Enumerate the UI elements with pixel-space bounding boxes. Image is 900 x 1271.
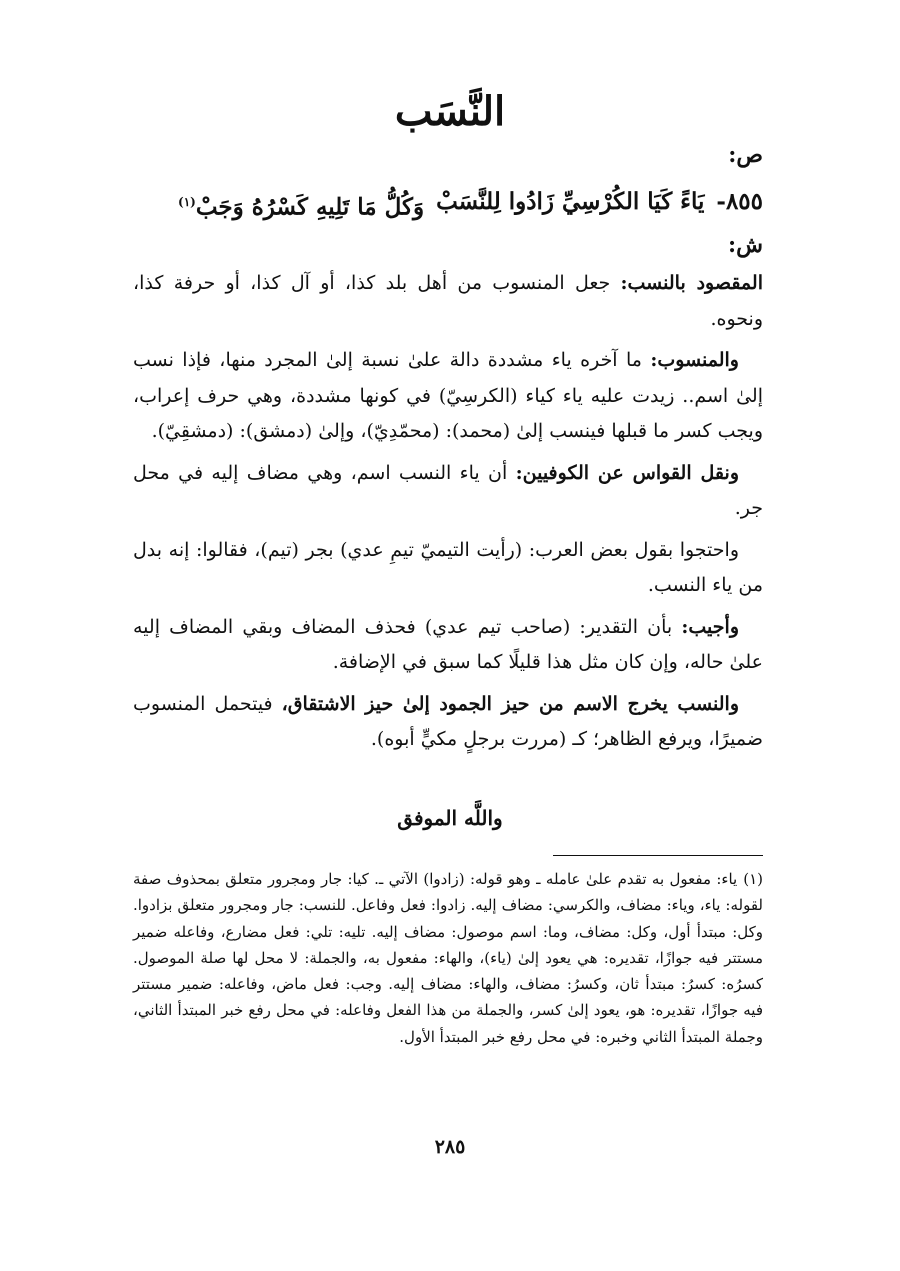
verse-number: ٨٥٥- (716, 188, 763, 215)
paragraph: وأجيب: بأن التقدير: (صاحب تيم عدي) فحذف المضاف وبقي المضاف إليه علىٰ حاله، وإن كان مثل هذا قليلًا كما سبق في الإضافة. (133, 615, 763, 673)
label-text-heading: ص: (728, 142, 763, 168)
verse-line (133, 180, 763, 230)
paragraph: ونقل القواس عن الكوفيين: أن ياء النسب اسم، وهي مضاف إليه في محل جر. (133, 461, 763, 519)
footnote-reference: (١) (178, 195, 196, 209)
paragraph: والنسب يخرج الاسم من حيز الجمود إلىٰ حيز الاشتقاق، فيتحمل المنسوب ضميرًا، ويرفع الظاهر؛ كـ (مررت برجلٍ مكيٍّ أبوه). (133, 692, 763, 750)
paragraph: المقصود بالنسب: جعل المنسوب من أهل بلد كذا، أو آل كذا، أو حرفة كذا، ونحوه. (133, 272, 763, 330)
label-commentary-heading: ش: (728, 232, 763, 258)
footnote (133, 866, 763, 1050)
page-number: ٢٨٥ (434, 1136, 466, 1158)
paragraph: واحتجوا بقول بعض العرب: (رأيت التيميّ تيمِ عدي) بجر (تيم)، فقالوا: إنه بدل من ياء النسب. (133, 538, 763, 596)
verse-first-hemistich: يَاءً كَيَا الكُرْسِيِّ زَادُوا لِلنَّسَبْ (436, 188, 705, 215)
footnote-number: (١) (743, 870, 763, 888)
chapter-title: النَّسَب (394, 88, 506, 135)
closing-phrase: واللَّه الموفق (397, 806, 503, 830)
footnote-text: ياء: مفعول به تقدم علىٰ عامله ـ وهو قوله: (زادوا) الآتي ـ. كيا: جار ومجرور متعلق بمحذوف صفة لقوله: ياء، وياء: مضاف، والكرسي: مضاف إليه. زادوا: فعل وفاعل. للنسب: جار ومجرور متعلق بزادوا. وكل: مبتدأ أول، وكل: مضاف، وما: اسم موصول: مضاف إليه. تليه: تلي: فعل مضارع، وفاعله ضمير مستتر فيه جوازًا، تقديره: هي يعود إلىٰ (ياء)، والهاء: مفعول به، والجملة: لا محل لها صلة الموصول. كسرُه: كسرُ: مبتدأ ثان، وكسرُ: مضاف، والهاء: مضاف إليه. وجب: فعل ماض، وفاعله: ضمير مستتر فيه جوازًا، تقديره: هو، يعود إلىٰ كسر، والجملة من هذا الفعل وفاعله: في محل رفع خبر المبتدأ الثاني، وجملة المبتدأ الثاني وخبره: في محل رفع خبر المبتدأ الأول. (133, 870, 763, 1046)
footnote-divider (553, 855, 763, 856)
commentary-body (133, 266, 763, 764)
verse-second-hemistich: وَكُلُّ مَا تَلِيهِ كَسْرُهُ وَجَبْ$^{(١)}$ (178, 193, 425, 221)
paragraph: والمنسوب: ما آخره ياء مشددة دالة علىٰ نسبة إلىٰ المجرد منها، فإذا نسب إلىٰ اسم.. زيدت عليه ياء كياء (الكرسِيّ) في كونها مشددة، وهي حرف إعراب، ويجب كسر ما قبلها فينسب إلىٰ (محمد): (محمّدِيّ)، وإلىٰ (دمشق): (دمشقِيّ). (133, 349, 763, 442)
